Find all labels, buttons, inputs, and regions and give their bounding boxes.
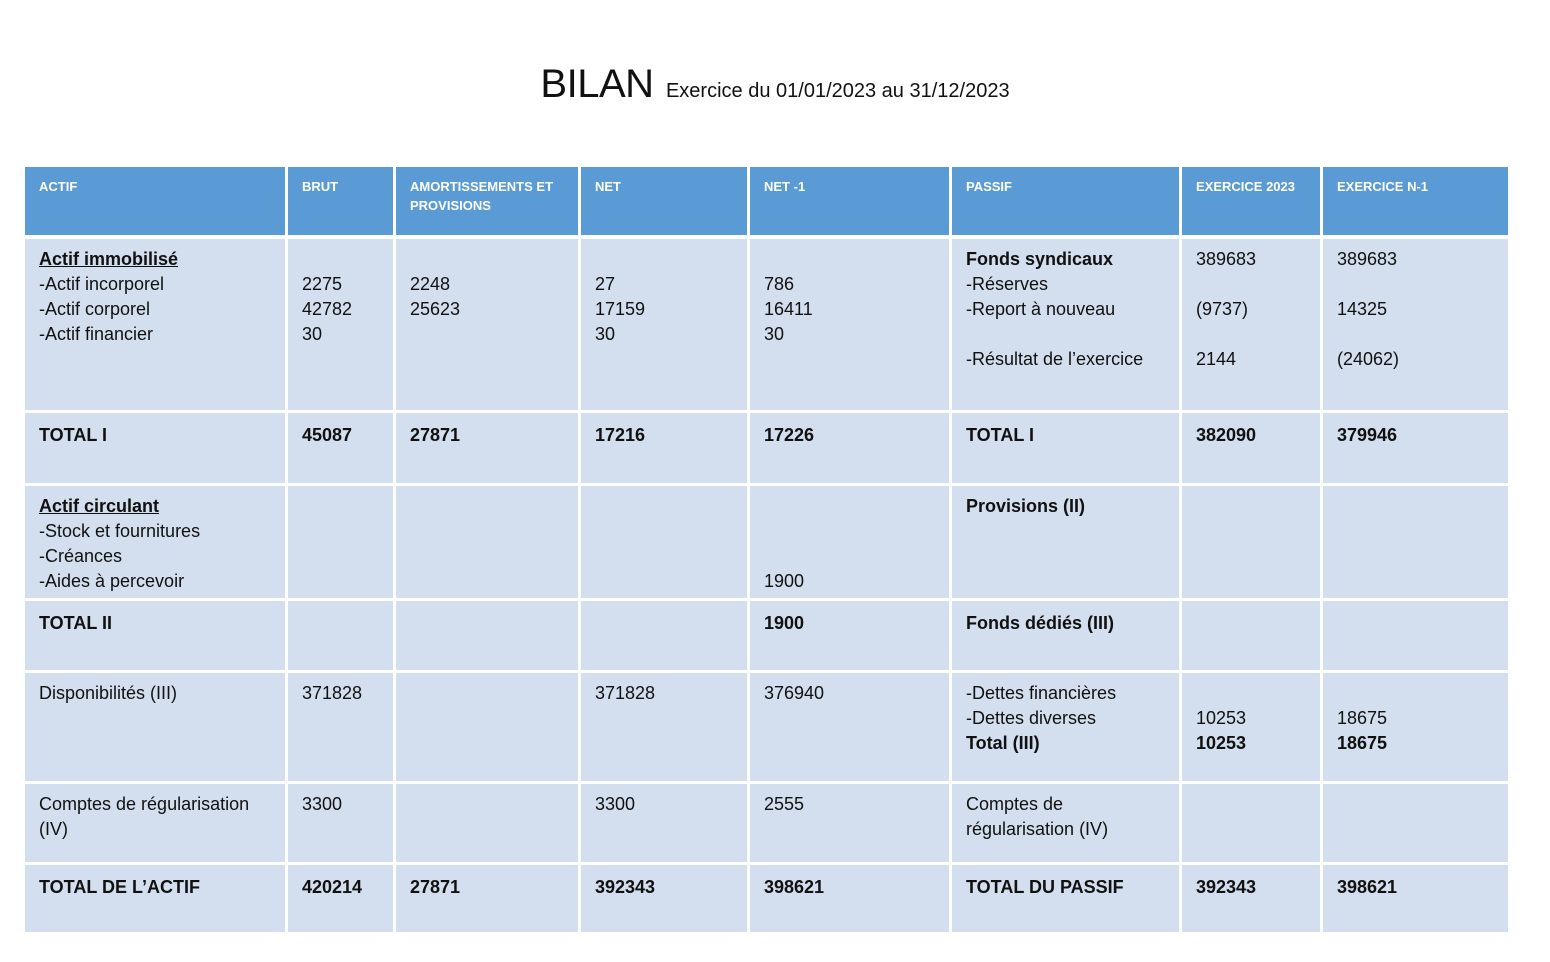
header-passif: PASSIF (952, 167, 1182, 239)
cell-passif: TOTAL I (952, 413, 1182, 486)
value: 1900 (764, 571, 805, 591)
value: (9737) (1196, 299, 1249, 319)
value: 2555 (764, 794, 805, 814)
cell-brut (288, 239, 396, 413)
cell-exercice-2023 (1182, 784, 1323, 865)
value: 30 (302, 324, 323, 344)
value: 14325 (1337, 299, 1388, 319)
cell-net: 392343 (581, 865, 750, 935)
cell-net (581, 601, 750, 673)
cell-exercice-2023 (1182, 673, 1323, 784)
cell-brut (288, 601, 396, 673)
table-row-disponibilites (25, 673, 1508, 784)
value: 16411 (764, 299, 813, 319)
cell-net (581, 239, 750, 413)
header-amortissements: AMORTISSEMENTS ET PROVISIONS (396, 167, 581, 239)
cell-exercice-n-1 (1323, 601, 1508, 673)
cell-brut: 45087 (288, 413, 396, 486)
cell-net-1: 17226 (750, 413, 952, 486)
title-main: BILAN (540, 62, 654, 106)
cell-passif (952, 784, 1182, 865)
cell-exercice-n-1: 379946 (1323, 413, 1508, 486)
cell-exercice-2023: 392343 (1182, 865, 1323, 935)
cell-exercice-n-1 (1323, 784, 1508, 865)
value: 371828 (595, 683, 656, 703)
cell-actif: TOTAL DE L’ACTIF (25, 865, 288, 935)
line-report-a-nouveau: -Report à nouveau (966, 299, 1116, 319)
cell-actif (25, 239, 288, 413)
cell-exercice-n-1 (1323, 486, 1508, 601)
cell-actif: TOTAL I (25, 413, 288, 486)
value: 17159 (595, 299, 646, 319)
value: 389683 (1337, 249, 1398, 269)
line-creances: -Créances (39, 546, 123, 566)
label-comptes-regularisation-actif: Comptes de régularisation (IV) (39, 794, 250, 839)
cell-actif (25, 784, 288, 865)
value-total: 18675 (1337, 733, 1388, 753)
cell-amortissements: 27871 (396, 865, 581, 935)
label-total-iii: Total (III) (966, 733, 1040, 753)
cell-amortissements (396, 601, 581, 673)
value: 376940 (764, 683, 825, 703)
cell-net-1 (750, 486, 952, 601)
cell-amortissements (396, 784, 581, 865)
value: 786 (764, 274, 795, 294)
balance-sheet-table (25, 167, 1508, 935)
cell-exercice-2023 (1182, 601, 1323, 673)
header-row (25, 167, 1508, 239)
cell-actif (25, 673, 288, 784)
cell-brut: 420214 (288, 865, 396, 935)
cell-passif: TOTAL DU PASSIF (952, 865, 1182, 935)
value: (24062) (1337, 349, 1400, 369)
cell-net: 17216 (581, 413, 750, 486)
cell-net-1 (750, 673, 952, 784)
label-comptes-regularisation-passif: Comptes de régularisation (IV) (966, 794, 1109, 839)
line-actif-financier: -Actif financier (39, 324, 154, 344)
value: 389683 (1196, 249, 1257, 269)
title-subtitle: Exercice du 01/01/2023 au 31/12/2023 (665, 80, 1010, 102)
cell-passif (952, 486, 1182, 601)
cell-amortissements (396, 673, 581, 784)
cell-exercice-2023 (1182, 486, 1323, 601)
value: 371828 (302, 683, 363, 703)
line-actif-incorporel: -Actif incorporel (39, 274, 165, 294)
cell-exercice-2023 (1182, 239, 1323, 413)
cell-net-1: 398621 (750, 865, 952, 935)
cell-exercice-n-1: 398621 (1323, 865, 1508, 935)
section-title-fonds-syndicaux: Fonds syndicaux (966, 249, 1114, 269)
cell-actif: TOTAL II (25, 601, 288, 673)
value-total: 10253 (1196, 733, 1247, 753)
table-row-actif-circulant (25, 486, 1508, 601)
table-row-total-1 (25, 413, 1508, 486)
value: 25623 (410, 299, 461, 319)
cell-amortissements: 27871 (396, 413, 581, 486)
section-title-actif-circulant: Actif circulant (39, 496, 160, 516)
cell-passif: Fonds dédiés (III) (952, 601, 1182, 673)
value: 10253 (1196, 708, 1247, 728)
line-resultat-exercice: -Résultat de l’exercice (966, 349, 1144, 369)
table-row-comptes-regularisation (25, 784, 1508, 865)
cell-brut (288, 486, 396, 601)
cell-passif (952, 239, 1182, 413)
line-aides-a-percevoir: -Aides à percevoir (39, 571, 185, 591)
cell-net-1 (750, 239, 952, 413)
header-exercice-n-1: EXERCICE N-1 (1323, 167, 1508, 239)
section-title-actif-immobilise: Actif immobilisé (39, 249, 179, 269)
value: 42782 (302, 299, 353, 319)
label-disponibilites: Disponibilités (III) (39, 683, 178, 703)
value: 30 (595, 324, 616, 344)
value: 2275 (302, 274, 343, 294)
value: 2144 (1196, 349, 1237, 369)
header-actif: ACTIF (25, 167, 288, 239)
line-actif-corporel: -Actif corporel (39, 299, 151, 319)
cell-amortissements (396, 486, 581, 601)
header-exercice-2023: EXERCICE 2023 (1182, 167, 1323, 239)
cell-net (581, 784, 750, 865)
table-row-total-2 (25, 601, 1508, 673)
value: 30 (764, 324, 785, 344)
cell-net (581, 673, 750, 784)
page-title (0, 62, 1550, 107)
line-stock-fournitures: -Stock et fournitures (39, 521, 201, 541)
cell-net-1 (750, 784, 952, 865)
label-provisions: Provisions (II) (966, 496, 1086, 516)
value: 27 (595, 274, 616, 294)
cell-actif (25, 486, 288, 601)
line-dettes-financieres: -Dettes financières (966, 683, 1117, 703)
header-net: NET (581, 167, 750, 239)
cell-net (581, 486, 750, 601)
line-reserves: -Réserves (966, 274, 1049, 294)
cell-passif (952, 673, 1182, 784)
cell-exercice-n-1 (1323, 239, 1508, 413)
value: 3300 (302, 794, 343, 814)
value: 18675 (1337, 708, 1388, 728)
cell-brut (288, 784, 396, 865)
cell-brut (288, 673, 396, 784)
value: 3300 (595, 794, 636, 814)
table-row-actif-immobilise (25, 239, 1508, 413)
cell-net-1: 1900 (750, 601, 952, 673)
cell-amortissements (396, 239, 581, 413)
header-net-1: NET -1 (750, 167, 952, 239)
header-brut: BRUT (288, 167, 396, 239)
cell-exercice-n-1 (1323, 673, 1508, 784)
table-row-total-general (25, 865, 1508, 935)
line-dettes-diverses: -Dettes diverses (966, 708, 1097, 728)
value: 2248 (410, 274, 451, 294)
cell-exercice-2023: 382090 (1182, 413, 1323, 486)
